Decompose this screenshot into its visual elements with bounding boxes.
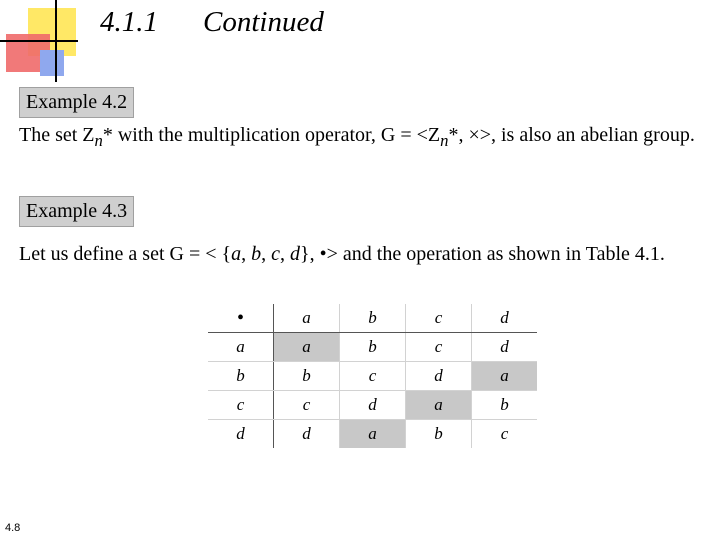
row-header: c <box>208 391 274 420</box>
table-cell: b <box>472 391 538 420</box>
table-cell: a <box>406 391 472 420</box>
table-row <box>208 420 537 449</box>
table-row <box>208 362 537 391</box>
table-cell: d <box>406 362 472 391</box>
example-4-2-text: The set $Z_n*$ with the multiplication operator, $G = <Z_n*$, ×>, is also an abelian group. <box>19 124 695 150</box>
decor-horizontal-line <box>0 40 78 42</box>
table-cell: d <box>274 420 340 449</box>
column-header: d <box>472 304 538 333</box>
row-header: d <box>208 420 274 449</box>
operation-table <box>208 304 537 448</box>
table-cell: a <box>274 333 340 362</box>
operator-cell: • <box>208 304 274 333</box>
table-cell: a <box>340 420 406 449</box>
table-cell: b <box>340 333 406 362</box>
table-row <box>208 333 537 362</box>
column-header: b <box>340 304 406 333</box>
example-4-2-label: Example 4.2 <box>19 87 134 118</box>
row-header: b <box>208 362 274 391</box>
table-cell: d <box>472 333 538 362</box>
table-cell: a <box>472 362 538 391</box>
decor-blue-square <box>40 50 64 76</box>
table-cell: b <box>406 420 472 449</box>
table-row <box>208 391 537 420</box>
table-cell: b <box>274 362 340 391</box>
table-cell: d <box>340 391 406 420</box>
table-cell: c <box>406 333 472 362</box>
example-4-3-text: Let us define a set G = < {a, b, c, d}, •> and the operation as shown in Table 4.1. <box>19 243 665 265</box>
table-cell: c <box>340 362 406 391</box>
page-number: 4.8 <box>5 522 21 534</box>
section-number: 4.1.1 <box>100 6 158 38</box>
table-cell: c <box>274 391 340 420</box>
column-header: c <box>406 304 472 333</box>
column-header: a <box>274 304 340 333</box>
row-header: a <box>208 333 274 362</box>
example-4-3-label: Example 4.3 <box>19 196 134 227</box>
table-cell: c <box>500 424 509 443</box>
table-header-row <box>208 304 537 333</box>
slide-title: Continued <box>203 6 324 38</box>
